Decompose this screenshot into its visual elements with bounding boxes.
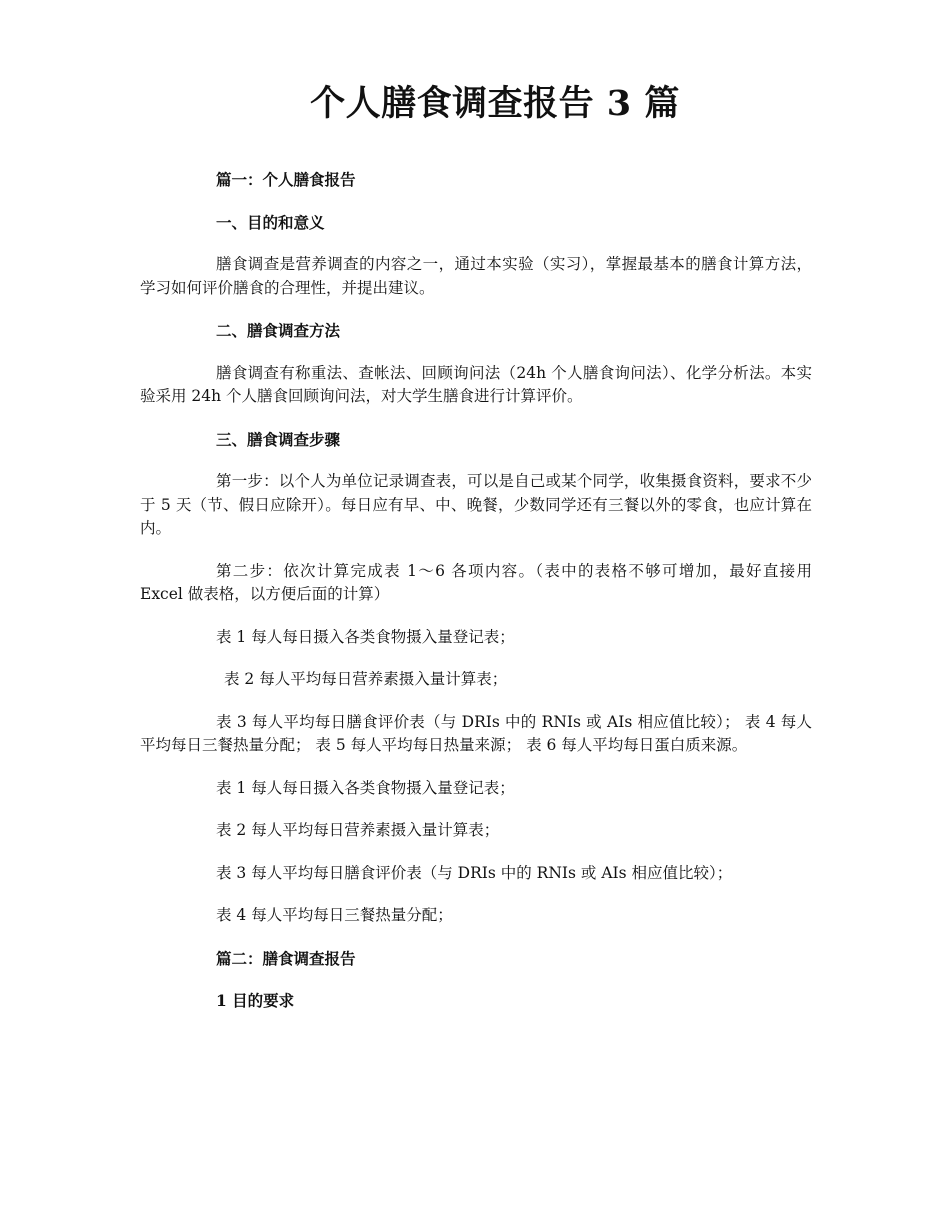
table-items-3-6: 表 3 每人平均每日膳食评价表（与 DRIs 中的 RNIs 或 AIs 相应值比较）； 表 4 每人平均每日三餐热量分配； 表 5 每人平均每日热量来源； 表 6 每人平均每日蛋白质来源。 — [140, 712, 812, 754]
table-item-1-repeat: 表 1 每人每日摄入各类食物摄入量登记表； — [216, 778, 515, 797]
heading-objectives: 1 目的要求 — [216, 991, 295, 1010]
paragraph-purpose: 膳食调查是营养调查的内容之一，通过本实验（实习），掌握最基本的膳食计算方法，学习如何评价膳食的合理性，并提出建议。 — [140, 255, 812, 297]
paragraph-step-one: 第一步：以个人为单位记录调查表，可以是自己或某个同学，收集摄食资料，要求不少于 5 天（节、假日应除开）。每日应有早、中、晚餐，少数同学还有三餐以外的零食，也应计算在内。 — [140, 472, 812, 537]
paragraph-step-two: 第二步：依次计算完成表 1～6 各项内容。（表中的表格不够可增加，最好直接用 Excel 做表格，以方便后面的计算） — [140, 561, 812, 603]
table-item-1: 表 1 每人每日摄入各类食物摄入量登记表； — [216, 627, 515, 646]
table-item-4-repeat: 表 4 每人平均每日三餐热量分配； — [216, 906, 453, 924]
table-item-2-repeat: 表 2 每人平均每日营养素摄入量计算表； — [216, 821, 500, 839]
document-title: 个人膳食调查报告 3 篇 — [310, 83, 680, 124]
table-item-3-repeat: 表 3 每人平均每日膳食评价表（与 DRIs 中的 RNIs 或 AIs 相应值比较）； — [216, 863, 733, 882]
document-body — [140, 168, 812, 1032]
paragraph-method: 膳食调查有称重法、查帐法、回顾询问法（24h 个人膳食询问法）、化学分析法。本实验采用 24h 个人膳食回顾询问法，对大学生膳食进行计算评价。 — [140, 363, 812, 405]
table-item-2: 表 2 每人平均每日营养素摄入量计算表； — [224, 670, 508, 688]
heading-purpose: 一、目的和意义 — [216, 212, 325, 232]
section-heading-part-one: 篇一：个人膳食报告 — [216, 170, 356, 189]
heading-method: 二、膳食调查方法 — [216, 321, 341, 340]
section-heading-part-two: 篇二：膳食调查报告 — [216, 948, 356, 968]
heading-steps: 三、膳食调查步骤 — [216, 429, 341, 449]
